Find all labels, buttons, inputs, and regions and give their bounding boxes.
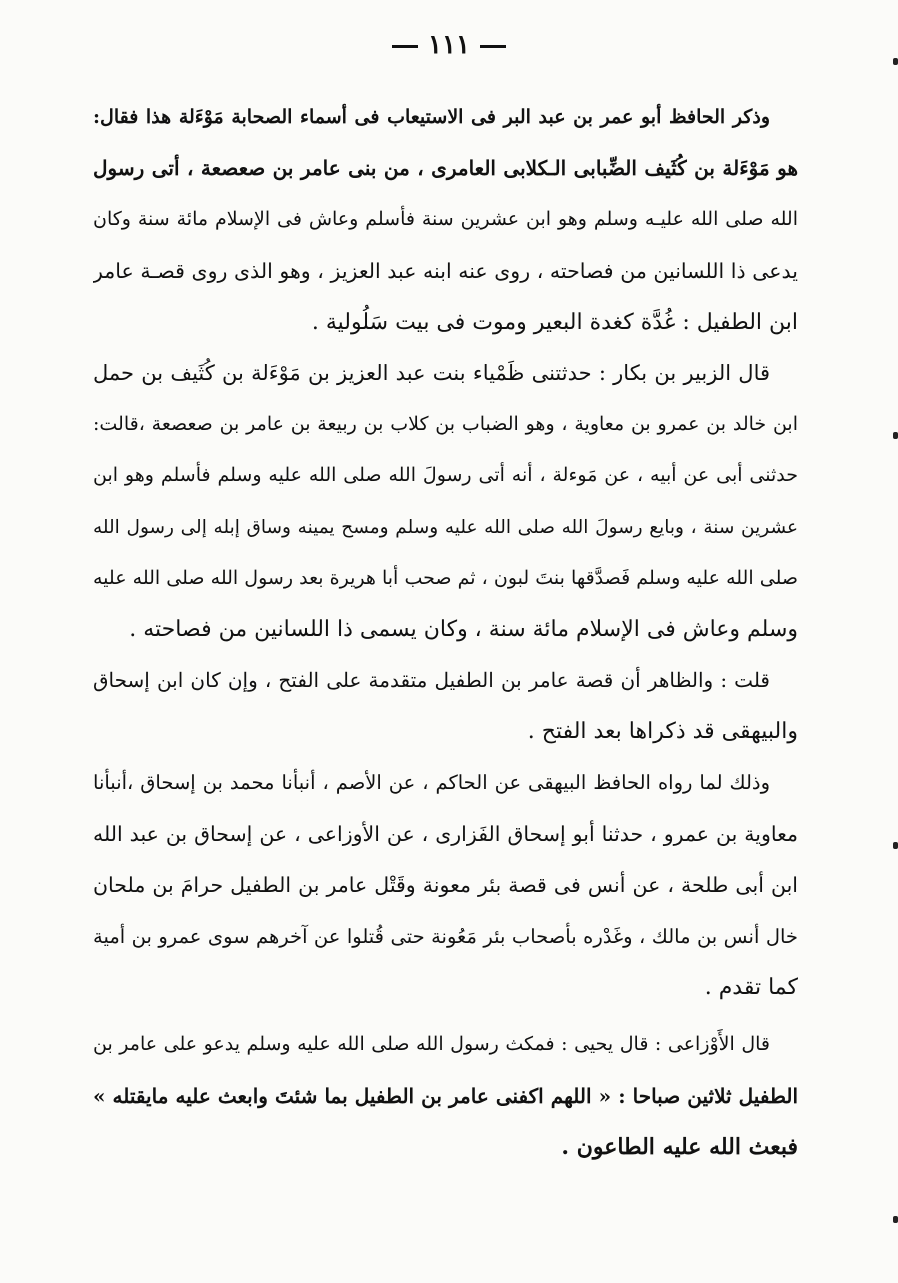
page-number-dash-right (480, 45, 506, 48)
text-line: صلى الله عليه وسلم فَصدَّقها بنتَ لبون ، ثم صحب أبا هريرة بعد رسول الله صلى الله عليه (93, 566, 798, 589)
text-line: الله صلى الله عليـه وسلم وهو ابن عشرين سنة فأسلم وعاش فى الإسلام مائة سنة وكان (93, 208, 798, 231)
text-line: وذكر الحافظ أبو عمر بن عبد البر فى الاستيعاب فى أسماء الصحابة مَوْءَلة هذا فقال: (93, 106, 770, 128)
margin-mark (893, 58, 898, 65)
text-line: خال أنس بن مالك ، وغَدْره بأصحاب بئر مَعُونة حتى قُتلوا عن آخرهم سوى عمرو بن أمية (93, 925, 798, 948)
text-line: عشرين سنة ، وبايع رسولَ الله صلى الله عليه وسلم ومسح يمينه وساق إبله إلى رسول الله (93, 516, 798, 538)
body-text (93, 92, 798, 1173)
text-line: هو مَوْءَلة بن كُثَيف الضِّبابى الـكلابى العامرى ، من بنى عامر بن صعصعة ، أتى رسول (93, 156, 798, 181)
margin-mark (893, 842, 898, 849)
text-line: ابن خالد بن عمرو بن معاوية ، وهو الضباب بن كلاب بن ربيعة بن عامر بن صعصعة ،قالت: (93, 413, 798, 436)
text-line: قلت : والظاهر أن قصة عامر بن الطفيل متقدمة على الفتح ، وإن كان ابن إسحاق (93, 668, 770, 693)
text-line: وذلك لما رواه الحافظ البيهقى عن الحاكم ، عن الأصم ، أنبأنا محمد بن إسحاق ،أنبأنا (93, 771, 770, 795)
text-line: قال الأَوْزاعى : قال يحيى : فمكث رسول الله صلى الله عليه وسلم يدعو على عامر بن (93, 1033, 770, 1056)
text-line: كما تقدم . (704, 975, 798, 1001)
text-line: ابن الطفيل : غُدَّة كغدة البعير وموت فى بيت سَلُولية . (311, 309, 798, 335)
text-line: فبعث الله عليه الطاعون . (561, 1133, 798, 1160)
text-line: الطفيل ثلاثين صباحا : « اللهم اكفنى عامر بن الطفيل بما شئتَ وابعث عليه مايقتله » (93, 1083, 798, 1108)
margin-mark (893, 432, 898, 439)
margin-mark (893, 1216, 898, 1223)
page-number-dash-left (392, 45, 418, 48)
text-line: ابن أبى طلحة ، عن أنس فى قصة بئر معونة وقَتْل عامر بن الطفيل حرامَ بن ملحان (93, 872, 798, 897)
text-line: حدثنى أبى عن أبيه ، عن مَوءلة ، أنه أتى رسولَ الله صلى الله عليه وسلم فأسلم وهو ابن (93, 464, 798, 487)
text-line: معاوية بن عمرو ، حدثنا أبو إسحاق الفَزارى ، عن الأوزاعى ، عن إسحاق بن عبد الله (93, 821, 798, 846)
text-line: وسلم وعاش فى الإسلام مائة سنة ، وكان يسمى ذا اللسانين من فصاحته . (129, 616, 798, 642)
text-line: والبيهقى قد ذكراها بعد الفتح . (527, 719, 798, 745)
text-line: قال الزبير بن بكار : حدثتنى ظَمْياء بنت عبد العزيز بن مَوْءَلة بن كُثَيف بن حمل (93, 360, 770, 385)
page-number (0, 30, 898, 60)
page-number-text: ١١١ (428, 30, 470, 60)
text-line: يدعى ذا اللسانين من فصاحته ، روى عنه ابنه عبد العزيز ، وهو الذى روى قصـة عامر (93, 258, 798, 283)
